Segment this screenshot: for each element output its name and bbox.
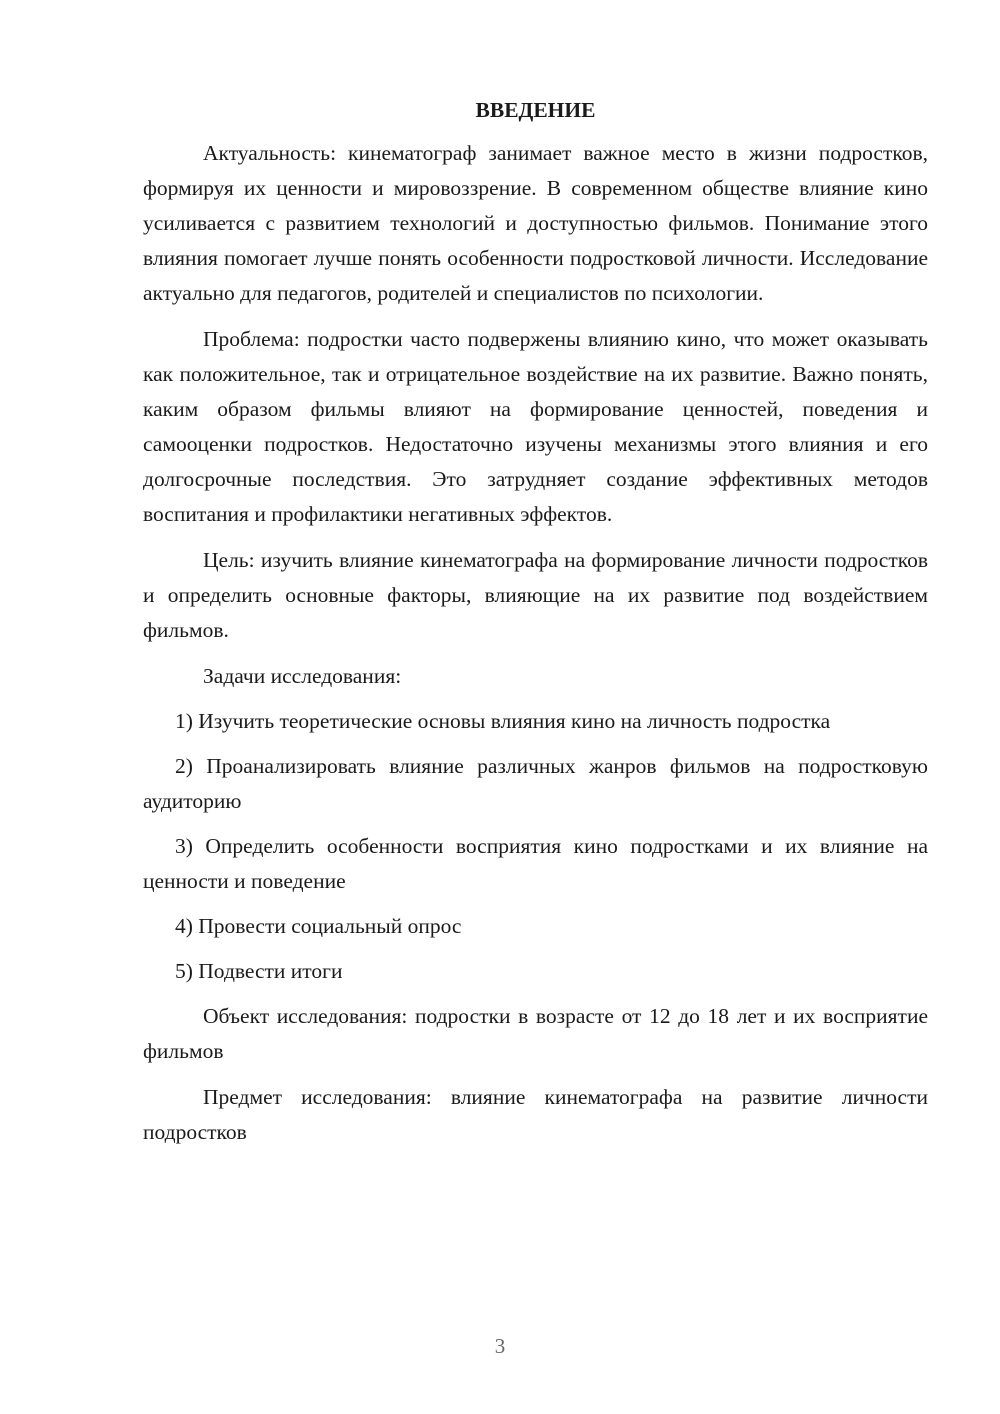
subject-paragraph: Предмет исследования: влияние кинематографа на развитие личности подростков [143, 1085, 928, 1144]
goal-paragraph: Цель: изучить влияние кинематографа на формирование личности подростков и определить основные факторы, влияющие на их развитие под воздействием фильмов. [143, 548, 928, 642]
page-title: ВВЕДЕНИЕ [475, 98, 596, 122]
task-item-2: 2) Проанализировать влияние различных жанров фильмов на подростковую аудиторию [143, 754, 928, 813]
document-page [143, 95, 928, 1161]
task-item-5: 5) Подвести итоги [175, 959, 343, 983]
problem-paragraph: Проблема: подростки часто подвержены влиянию кино, что может оказывать как положительное, так и отрицательное воздействие на их развитие. Важно понять, каким образом фильмы влияют на формирование ценностей, поведения и самооценки подростков. Недостаточно изучены механизмы этого влияния и его долгосрочные последствия. Это затрудняет создание эффективных методов воспитания и профилактики негативных эффектов. [143, 327, 928, 526]
task-item-4: 4) Провести социальный опрос [175, 914, 462, 938]
relevance-paragraph: Актуальность: кинематограф занимает важное место в жизни подростков, формируя их ценности и мировоззрение. В современном обществе влияние кино усиливается с развитием технологий и доступностью фильмов. Понимание этого влияния помогает лучше понять особенности подростковой личности. Исследование актуально для педагогов, родителей и специалистов по психологии. [143, 141, 928, 305]
object-paragraph: Объект исследования: подростки в возрасте от 12 до 18 лет и их восприятие фильмов [143, 1004, 928, 1063]
task-item-3: 3) Определить особенности восприятия кино подростками и их влияние на ценности и поведение [143, 834, 928, 893]
tasks-heading: Задачи исследования: [203, 664, 402, 688]
page-number: 3 [494, 1334, 506, 1358]
task-item-1: 1) Изучить теоретические основы влияния кино на личность подростка [175, 709, 831, 733]
